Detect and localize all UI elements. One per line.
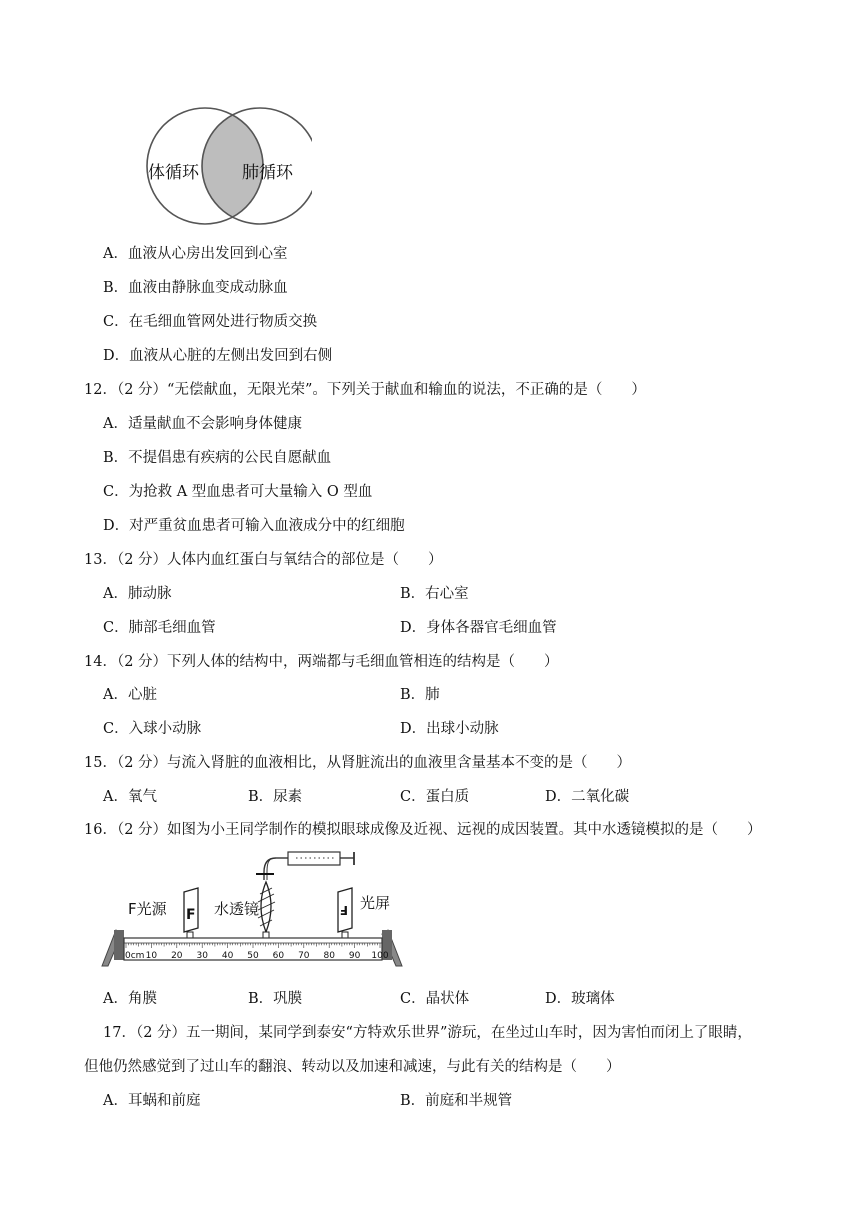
q11-option-d: D．血液从心脏的左侧出发回到右侧 (103, 348, 333, 364)
q16-stem: 16．（2 分）如图为小王同学制作的模拟眼球成像及近视、远视的成因装置。其中水透镜模拟的是（ ） (84, 822, 762, 838)
svg-text:F: F (339, 903, 348, 917)
q13-option-a: A．肺动脉 (103, 586, 172, 602)
ruler-tick-label: 10 (145, 951, 158, 961)
q14-option-d: D．出球小动脉 (400, 721, 499, 737)
q16-option-a: A．角膜 (103, 991, 157, 1007)
ruler-tick-label: 60 (272, 951, 285, 961)
syringe-icon (276, 852, 354, 865)
venn-left-label: 体循环 (148, 163, 199, 183)
ruler-tick-label: 50 (247, 951, 259, 961)
ruler-tick-label: 70 (298, 951, 310, 961)
q16-option-b: B．巩膜 (248, 991, 303, 1007)
q13-option-b: B．右心室 (400, 586, 469, 602)
q15-option-c: C．蛋白质 (400, 789, 470, 805)
venn-right-label: 肺循环 (242, 163, 293, 183)
q13-stem: 13．（2 分）人体内血红蛋白与氧结合的部位是（ ） (84, 552, 443, 568)
optics-bench-figure (98, 848, 410, 974)
q11-option-a: A．血液从心房出发回到心室 (103, 246, 288, 262)
ruler-tick-label: 90 (348, 951, 361, 961)
q17-stem-line2: 但他仍然感觉到了过山车的翻浪、转动以及加速和减速，与此有关的结构是（ ） (84, 1059, 621, 1075)
screen-plate (338, 888, 352, 938)
ruler-tick-label: 40 (221, 951, 234, 961)
q11-option-c: C．在毛细血管网处进行物质交换 (103, 314, 318, 330)
bench-end-left (114, 930, 124, 960)
q12-option-b: B．不提倡患有疾病的公民自愿献血 (103, 450, 332, 466)
water-lens-icon (258, 882, 275, 938)
light-source-label: F光源 (128, 900, 167, 918)
q12-stem: 12．（2 分）“无偿献血，无限光荣”。下列关于献血和输血的说法，不正确的是（ ） (84, 382, 646, 398)
venn-diagram (100, 104, 312, 228)
lens-label: 水透镜 (214, 900, 260, 918)
q14-stem: 14．（2 分）下列人体的结构中，两端都与毛细血管相连的结构是（ ） (84, 654, 559, 670)
source-letter: F (186, 907, 196, 923)
ruler-tick-label: 30 (196, 951, 208, 961)
q15-option-d: D．二氧化碳 (545, 789, 630, 805)
q13-option-d: D．身体各器官毛细血管 (400, 620, 557, 636)
q15-option-b: B．尿素 (248, 789, 303, 805)
ruler-tick-label: 20 (171, 951, 183, 961)
q17-option-a: A．耳蜗和前庭 (103, 1093, 201, 1109)
ruler-tick-label: 0cm (125, 951, 145, 961)
q14-option-c: C．入球小动脉 (103, 721, 202, 737)
q17-option-b: B．前庭和半规管 (400, 1093, 513, 1109)
q12-option-c: C．为抢救 A 型血患者可大量输入 O 型血 (103, 484, 373, 500)
q11-option-b: B．血液由静脉血变成动脉血 (103, 280, 288, 296)
q16-option-c: C．晶状体 (400, 991, 470, 1007)
q12-option-d: D．对严重贫血患者可输入血液成分中的红细胞 (103, 518, 405, 534)
q15-option-a: A．氧气 (103, 789, 157, 805)
q15-stem: 15．（2 分）与流入肾脏的血液相比，从肾脏流出的血液里含量基本不变的是（ ） (84, 755, 632, 771)
screen-label: 光屏 (360, 894, 391, 912)
q13-option-c: C．肺部毛细血管 (103, 620, 216, 636)
tube-line (264, 858, 276, 880)
q14-option-b: B．肺 (400, 687, 440, 703)
q17-stem-line1: 17．（2 分）五一期间，某同学到泰安“方特欢乐世界”游玩，在坐过山车时，因为害怕而闭上了眼睛， (103, 1025, 752, 1041)
ruler-tick-label: 100 (371, 951, 389, 961)
ruler-tick-label: 80 (323, 951, 335, 961)
q14-option-a: A．心脏 (103, 687, 157, 703)
q16-option-d: D．玻璃体 (545, 991, 615, 1007)
q12-option-a: A．适量献血不会影响身体健康 (103, 416, 302, 432)
